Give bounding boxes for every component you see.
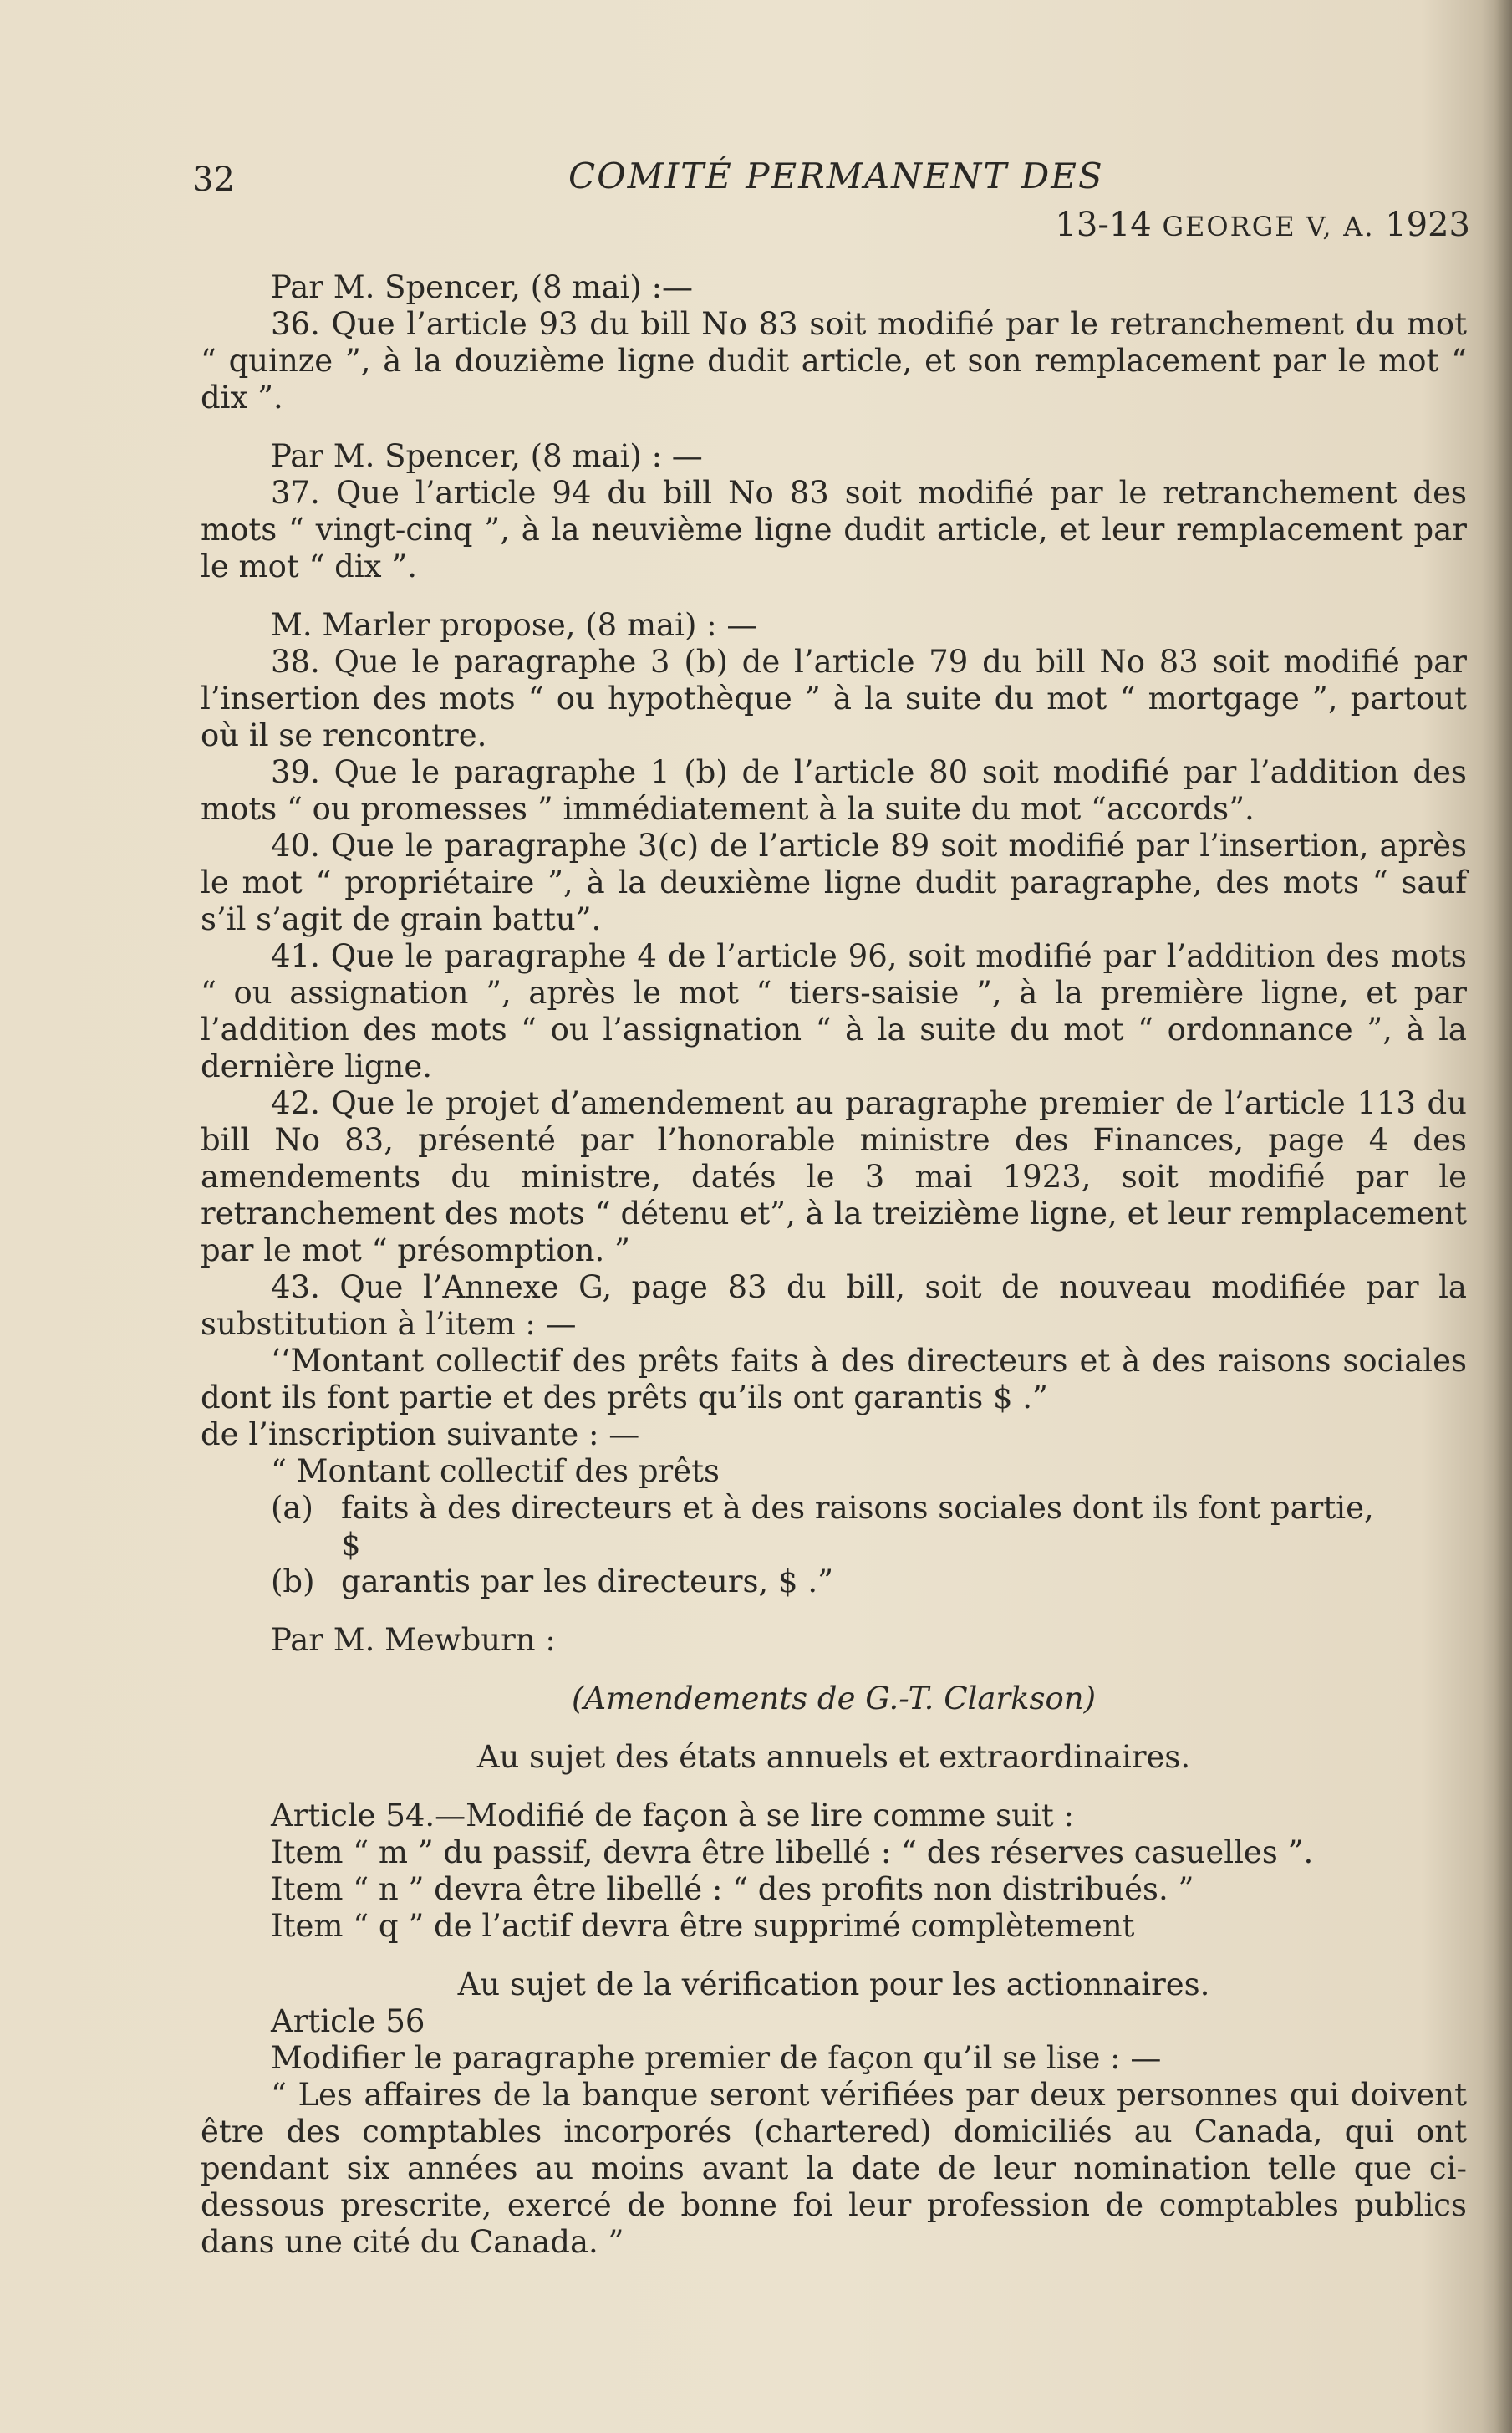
amendment-37: 37. Que l’article 94 du bill No 83 soit modifié par le retranchement des mots “ vingt-cinq ”, à la neuvième ligne dudit article, et leur remplacement par le mot “ dix ”. [201, 475, 1467, 584]
amendment-40: 40. Que le paragraphe 3(c) de l’article 89 soit modifié par l’insertion, après le mot “ propriétaire ”, à la deuxième ligne dudit paragraphe, des mots “ sauf s’il s’agit de grain battu”. [201, 828, 1467, 937]
quoted-paragraph: “ Les affaires de la banque seront vérifiées par deux personnes qui doivent être des comptables incorporés (chartered) domiciliés au Canada, qui ont pendant six années au moins avant la date de leur nomination telle que ci-dessous prescrite, exercé de bonne foi leur profession de comptables publics dans une cité du Canada. ” [201, 2077, 1467, 2260]
session-reference [1055, 206, 1470, 244]
item-line: Item “ q ” de l’actif devra être supprimé complètement [271, 1908, 1135, 1944]
item-line: Item “ n ” devra être libellé : “ des profits non distribués. ” [271, 1871, 1194, 1907]
quoted-item: ‘‘Montant collectif des prêts faits à des directeurs et à des raisons sociales dont ils font partie et des prêts qu’ils ont garantis $ .” [201, 1343, 1467, 1415]
dollar-blank: $ [341, 1527, 361, 1563]
substitution-line: de l’inscription suivante : — [201, 1416, 640, 1452]
section-heading: Au sujet des états annuels et extraordinaires. [476, 1739, 1191, 1775]
instruction-line: Modifier le paragraphe premier de façon qu’il se lise : — [271, 2040, 1162, 2076]
amendment-43: 43. Que l’Annexe G, page 83 du bill, soit de nouveau modifiée par la substitution à l’item : — [201, 1269, 1467, 1342]
section-heading-italic: (Amendements de G.-T. Clarkson) [571, 1681, 1097, 1716]
new-entry-heading: “ Montant collectif des prêts [271, 1453, 720, 1489]
page-header [0, 0, 1512, 268]
article-54: Article 54.—Modifié de façon à se lire comme suit : [271, 1798, 1074, 1834]
mover-line: Par M. Spencer, (8 mai) : — [271, 438, 703, 474]
mover-line: M. Marler propose, (8 mai) : — [271, 607, 758, 643]
item-line: Item “ m ” du passif, devra être libellé : “ des réserves casuelles ”. [271, 1834, 1314, 1870]
amendment-42: 42. Que le projet d’amendement au paragraphe premier de l’article 113 du bill No 83, présenté par l’honorable ministre des Finances, page 4 des amendements du ministre, datés le 3 mai 1923, soit modifié par le retranchement des mots “ détenu et”, à la treizième ligne, et leur remplacement par le mot “ présomption. ” [201, 1085, 1467, 1268]
session-a: A. [1343, 211, 1375, 242]
amendment-38: 38. Que le paragraphe 3 (b) de l’article 79 du bill No 83 soit modifié par l’insertion des mots “ ou hypothèque ” à la suite du mot “ mortgage ”, partout où il se rencontre. [201, 644, 1467, 753]
entry-label: (a) [271, 1490, 313, 1526]
book-spine-edge [1494, 0, 1512, 2433]
mover-line: Par M. Mewburn : [271, 1622, 556, 1658]
entry-text: garantis par les directeurs, $ .” [341, 1563, 834, 1599]
entry-text: faits à des directeurs et à des raisons sociales dont ils font partie, [341, 1490, 1374, 1526]
mover-line: Par M. Spencer, (8 mai) :— [271, 269, 694, 305]
running-title: COMITÉ PERMANENT DES [568, 156, 1104, 196]
amendment-41: 41. Que le paragraphe 4 de l’article 96, soit modifié par l’addition des mots “ ou assignation ”, après le mot “ tiers-saisie ”, à la première ligne, et par l’addition des mots “ ou l’assignation “ à la suite du mot “ ordonnance ”, à la dernière ligne. [201, 938, 1467, 1084]
session-number: 13-14 [1055, 206, 1152, 244]
session-king: GEORGE V, [1162, 211, 1333, 242]
new-entry-a [201, 1490, 1467, 1527]
page-number: 32 [192, 161, 235, 199]
session-year: 1923 [1385, 206, 1470, 244]
entry-label: (b) [271, 1563, 315, 1599]
amendment-39: 39. Que le paragraphe 1 (b) de l’article 80 soit modifié par l’addition des mots “ ou promesses ” immédiatement à la suite du mot “accords”. [201, 754, 1467, 827]
amendment-36: 36. Que l’article 93 du bill No 83 soit modifié par le retranchement du mot “ quinze ”, à la douzième ligne dudit article, et son remplacement par le mot “ dix ”. [201, 306, 1467, 416]
section-heading: Au sujet de la vérification pour les actionnaires. [457, 1966, 1210, 2002]
document-body [201, 269, 1467, 2261]
new-entry-b [201, 1563, 1467, 1600]
article-56: Article 56 [271, 2003, 425, 2039]
